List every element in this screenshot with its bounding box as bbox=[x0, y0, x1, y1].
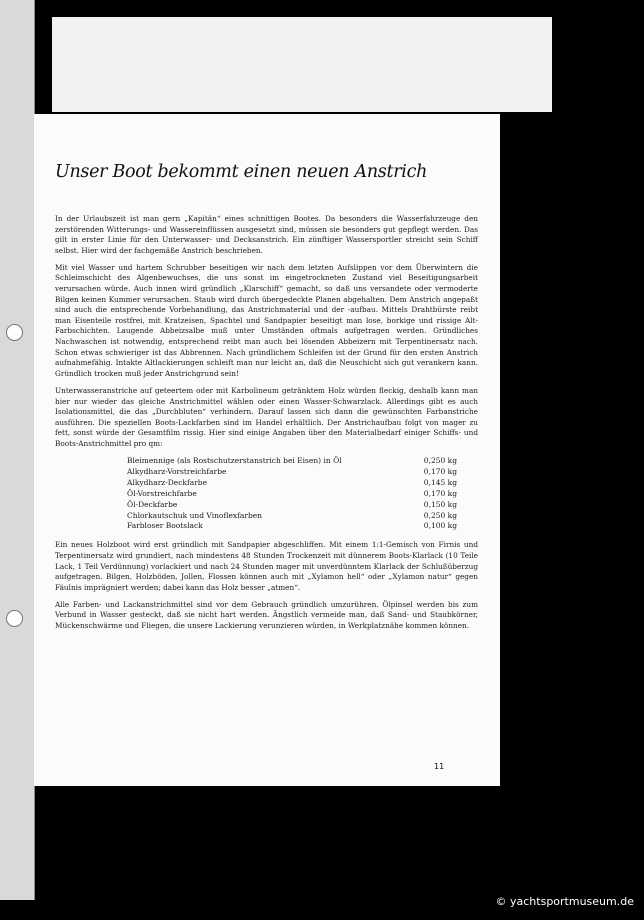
material-name: Bleimennige (als Rostschutzerstanstrich bei Eisen) in Öl bbox=[127, 455, 342, 465]
material-name: Farbloser Bootslack bbox=[127, 521, 203, 531]
material-amount: 0,170 kg bbox=[423, 488, 457, 498]
paragraph: Mit viel Wasser und hartem Schrubber beseitigen wir nach dem letzten Aufslippen vor dem Überwintern die Schleimschicht des Algenbewuchses, die uns sonst im eingetrockneten Zustand viel Beseitigungsarbeit verursachen würde. Auch innen wird gründlich „Klarschiff“ gemacht, so daß uns versandete oder vermoderte Bilgen keinen Kummer verursachen. Staub wird durch übergedeckte Planen abgehalten. Dem Anstrich angepaßt sind auch die entsprechende Vorbehandlung, das Anstrichmaterial und der -aufbau. Mittels Drahtbürste reibt man Eisenteile rostfrei, mit Kratzeisen, Spachtel und Sandpapier beseitigt man lose, borkige und rissige Alt-Farbschichten. Laugende Abbeizsalbe muß unter Umständen oftmals aufgetragen werden. Gründliches Nachwaschen ist notwendig, entsprechend reibt man auch bei lösenden Abbeizern mit Terpentinersatz nach. Schon etwas schwieriger ist das Abbrennen. Nach gründlichem Schleifen ist der Grund für den ersten Anstrich aufnahmefähig. Intakte Altlackierungen schleift man nur leicht an, daß die Neuschicht sich gut verankern kann. Gründlich trocken muß jeder Anstrichgrund sein! bbox=[55, 262, 478, 378]
page-title: Unser Boot bekommt einen neuen Anstrich bbox=[55, 162, 428, 182]
material-amount: 0,250 kg bbox=[423, 455, 457, 465]
material-name: Chlorkautschuk und Vinoflexfarben bbox=[127, 510, 263, 520]
punch-hole bbox=[6, 324, 23, 341]
background-sheet bbox=[52, 17, 552, 112]
table-row bbox=[127, 511, 457, 522]
material-amount: 0,150 kg bbox=[423, 499, 457, 509]
material-name: Alkydharz-Vorstreichfarbe bbox=[127, 466, 227, 476]
material-amount: 0,170 kg bbox=[423, 466, 457, 476]
page-number: 11 bbox=[434, 762, 445, 771]
table-row bbox=[127, 500, 457, 511]
material-name: Öl-Vorstreichfarbe bbox=[127, 488, 197, 498]
table-row bbox=[127, 467, 457, 478]
paragraph: Alle Farben- und Lackanstrichmittel sind vor dem Gebrauch gründlich umzurühren. Ölpinsel werden bis zum Verbund in Wasser gesteckt, daß sie nicht hart werden. Ängstlich vermeide man, daß Sand- und Staubkörner, Mückenschwärme und Fliegen, die unsere Lackierung verunzieren würden, in Werkplatznähe kommen können. bbox=[55, 599, 478, 630]
material-name: Alkydharz-Deckfarbe bbox=[127, 477, 208, 487]
table-row bbox=[127, 489, 457, 500]
material-table bbox=[127, 456, 457, 532]
table-row bbox=[127, 456, 457, 467]
material-name: Öl-Deckfarbe bbox=[127, 499, 178, 509]
paragraph: Ein neues Holzboot wird erst gründlich mit Sandpapier abgeschliffen. Mit einem 1:1-Gemisch von Firnis und Terpentinersatz wird grundiert, nach mindestens 48 Stunden Trockenzeit mit dünnerem Boots-Klarlack (10 Teile Lack, 1 Teil Verdünnung) vorlackiert und nach 24 Stunden mager mit unverdünntem Klarlack der Schlußüberzug aufgetragen. Bilgen, Holzböden, Jollen, Flossen können auch mit „Xylamon hell“ oder „Xylamon natur“ gegen Fäulnis imprägniert werden; dabei kann das Holz besser „atmen“. bbox=[55, 540, 478, 592]
paragraph: Unterwasseranstriche auf geteertem oder mit Karbolineum getränktem Holz würden fleckig, deshalb kann man hier nur wieder das gleiche Anstrichmittel wählen oder einen Wasser-Schwarzlack. Allerdings gibt es auch Isolationsmittel, die das „Durchbluten“ verhindern. Darauf lassen sich dann die gewünschten Farbanstriche ausführen. Die speziellen Boots-Lackfarben sind im Handel erhältlich. Der Anstrichaufbau folgt von mager zu fett, sonst würde der Gesamtfilm rissig. Hier sind einige Angaben über den Materialbedarf einiger Schiffs- und Boots-Anstrichmittel pro qm: bbox=[55, 385, 478, 448]
material-amount: 0,145 kg bbox=[423, 477, 457, 487]
paragraph: In der Urlaubszeit ist man gern „Kapitän“ eines schnittigen Bootes. Da besonders die Wasserfahrzeuge den zerstörenden Witterungs- und Wassereinflüssen ausgesetzt sind, müssen sie besonders gut gepflegt werden. Das gilt in erster Linie für den Unterwasser- und Decksanstrich. Ein zünftiger Wassersportler streicht sein Schiff selbst. Hier wird der fachgemäße Anstrich beschrieben. bbox=[55, 214, 478, 255]
book-page bbox=[34, 114, 500, 786]
table-row bbox=[127, 478, 457, 489]
material-amount: 0,250 kg bbox=[423, 510, 457, 520]
material-amount: 0,100 kg bbox=[423, 521, 457, 531]
table-row bbox=[127, 521, 457, 532]
binding-strip bbox=[0, 0, 35, 900]
copyright-credit: © yachtsportmuseum.de bbox=[495, 895, 634, 908]
punch-hole bbox=[6, 610, 23, 627]
body-text bbox=[55, 214, 478, 638]
